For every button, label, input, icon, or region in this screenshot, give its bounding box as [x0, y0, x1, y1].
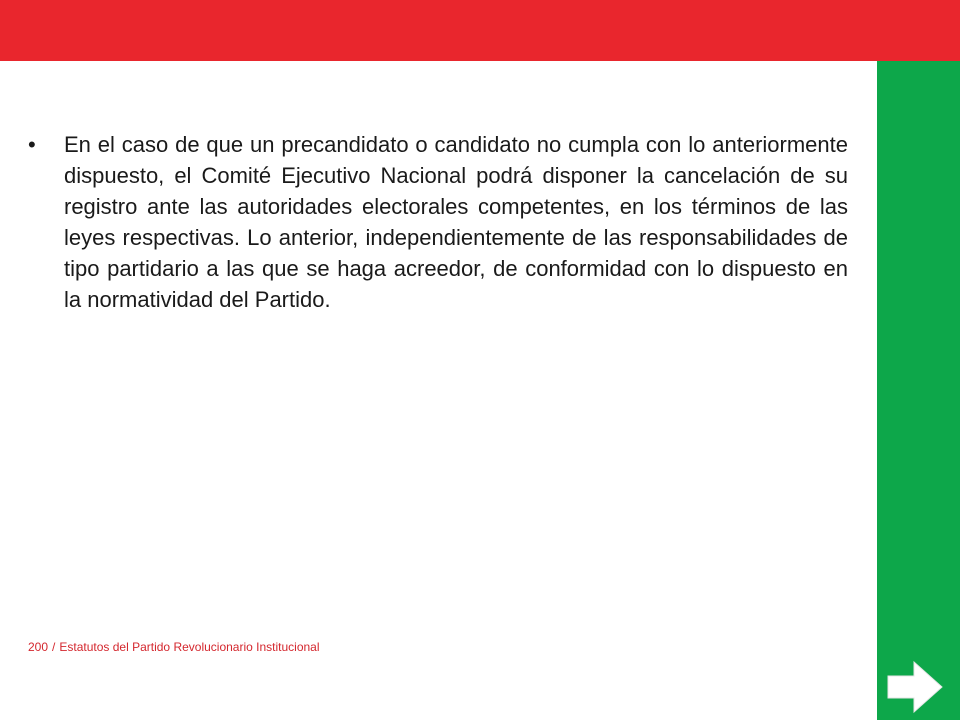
top-red-bar [0, 0, 960, 61]
bullet-paragraph: En el caso de que un precandidato o candidato no cumpla con lo anteriormente dispuesto, el Comité Ejecutivo Nacional podrá disponer la cancelación de su registro ante las autoridades electorales competentes, en los términos de las leyes respectivas. Lo anterior, independientemente de las responsabilidades de tipo partidario a las que se haga acreedor, de conformidad con lo dispuesto en la normatividad del Partido. [64, 132, 848, 312]
bullet-item [28, 129, 848, 315]
footer-separator: / [52, 640, 56, 654]
side-green-bar [877, 61, 960, 720]
document-title: Estatutos del Partido Revolucionario Institucional [59, 640, 320, 654]
slide-content [28, 129, 848, 315]
bullet-icon: • [28, 132, 36, 157]
right-arrow-icon [884, 656, 946, 718]
page-number: 200 [28, 640, 49, 654]
next-slide-button[interactable] [884, 656, 946, 718]
footer [28, 639, 320, 655]
